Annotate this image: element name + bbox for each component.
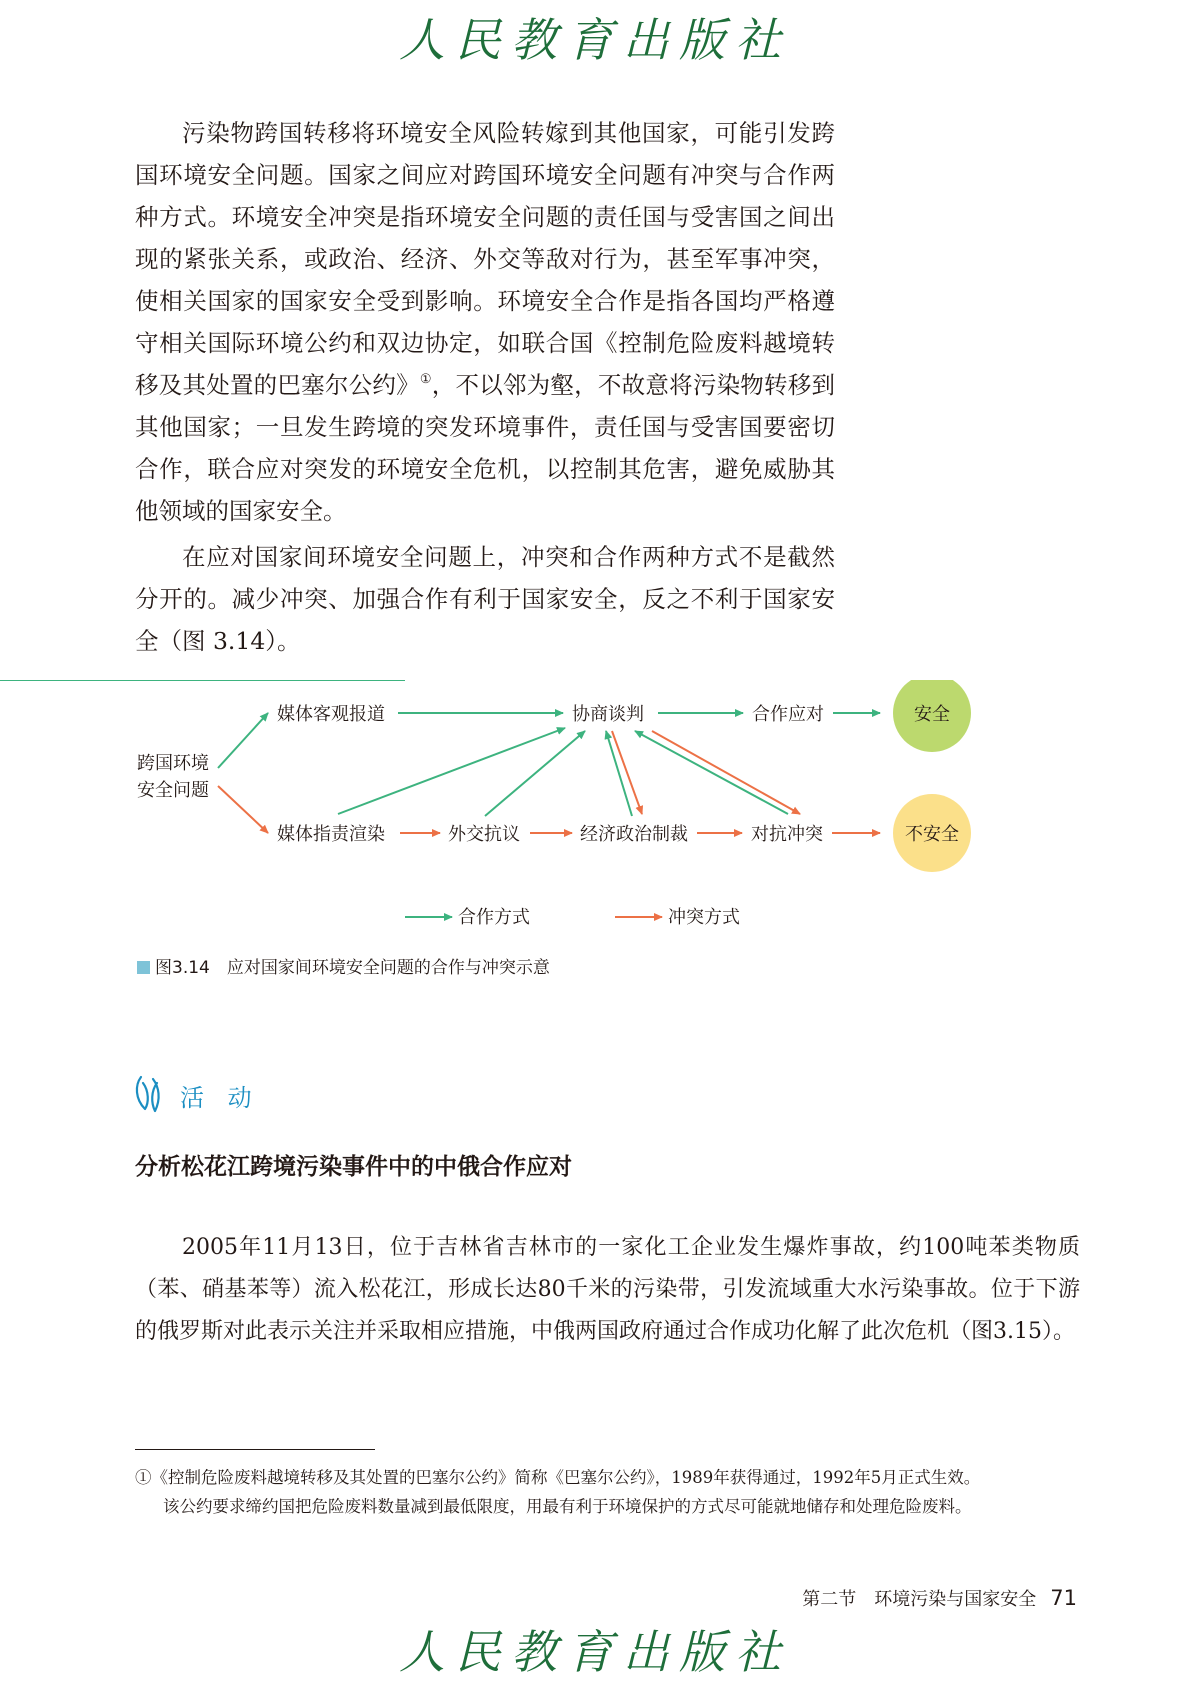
origin-label-2: 安全问题: [137, 780, 209, 801]
activity-heading: 分析松花江跨境污染事件中的中俄合作应对: [135, 1154, 572, 1180]
section-title: 第二节 环境污染与国家安全: [802, 1589, 1037, 1610]
arrow-confrontation-to-negotiation: [635, 731, 788, 814]
page-footer: [802, 1585, 1077, 1611]
publisher-logo-bottom: 人民教育出版社: [399, 1625, 791, 1679]
origin-label-1: 跨国环境: [137, 753, 209, 774]
media-objective-label: 媒体客观报道: [277, 704, 385, 725]
confrontation-label: 对抗冲突: [751, 824, 823, 845]
media-blame-label: 媒体指责渲染: [277, 824, 385, 845]
sanctions-label: 经济政治制裁: [580, 824, 688, 845]
paragraph-2: 在应对国家间环境安全问题上，冲突和合作两种方式不是截然分开的。减少冲突、加强合作有利于国家安全，反之不利于国家安全（图 3.14）。: [135, 543, 835, 655]
arrow-negotiation-to-confrontation: [652, 731, 800, 814]
activity-icon: [133, 1073, 173, 1115]
activity-title: 活 动: [180, 1084, 260, 1112]
paragraph-1: [135, 112, 835, 532]
footnote-ref[interactable]: ①: [419, 372, 432, 387]
arrow-media-blame-to-negotiation: [338, 728, 565, 814]
caption-text: 应对国家间环境安全问题的合作与冲突示意: [226, 958, 550, 978]
caption-marker: [137, 961, 150, 974]
arrow-origin-to-media-objective: [218, 713, 268, 768]
arrow-origin-to-media-blame: [218, 786, 268, 833]
footnote-line-2: 该公约要求缔约国把危险废料数量减到最低限度，用最有利于环境保护的方式尽可能就地储存和处理危险废料。: [163, 1497, 972, 1516]
page-number: 71: [1050, 1586, 1077, 1610]
negotiation-label: 协商谈判: [572, 704, 644, 725]
protest-label: 外交抗议: [448, 824, 520, 845]
footnote-line-1: ①《控制危险废料越境转移及其处置的巴塞尔公约》简称《巴塞尔公约》，1989年获得通过，1992年5月正式生效。: [135, 1468, 981, 1487]
unsafe-label: 不安全: [905, 824, 959, 845]
cooperation-label: 合作应对: [752, 704, 824, 725]
paragraph-1-text-a: 污染物跨国转移将环境安全风险转嫁到其他国家，可能引发跨国环境安全问题。国家之间应对跨国环境安全问题有冲突与合作两种方式。环境安全冲突是指环境安全问题的责任国与受害国之间出现的紧张关系，或政治、经济、外交等敌对行为，甚至军事冲突，使相关国家的国家安全受到影响。环境安全合作是指各国均严格遵守相关国际环境公约和双边协定，如联合国《控制危险废料越境转移及其处置的巴塞尔公约》: [135, 119, 835, 399]
activity-paragraph: 2005年11月13日，位于吉林省吉林市的一家化工企业发生爆炸事故，约100吨苯类物质（苯、硝基苯等）流入松花江，形成长达80千米的污染带，引发流域重大水污染事故。位于下游的俄罗斯对此表示关注并采取相应措施，中俄两国政府通过合作成功化解了此次危机（图3.15）。: [135, 1235, 1080, 1344]
figure-caption: [137, 953, 550, 978]
cooperation-conflict-diagram: [0, 680, 1190, 940]
footnote-divider: [135, 1449, 375, 1450]
caption-label: 图3.14: [155, 958, 210, 978]
arrow-protest-to-negotiation: [485, 731, 585, 816]
legend-coop-label: 合作方式: [458, 907, 530, 928]
footnote: [135, 1463, 1095, 1521]
publisher-logo-top: 人民教育出版社: [399, 13, 791, 67]
safe-label: 安全: [914, 704, 950, 725]
legend-conflict-label: 冲突方式: [668, 907, 740, 928]
paragraph-1-text-b: ，不以邻为壑，不故意将污染物转移到其他国家；一旦发生跨境的突发环境事件，责任国与受害国要密切合作，联合应对突发的环境安全危机，以控制其危害，避免威胁其他领域的国家安全。: [135, 371, 836, 525]
